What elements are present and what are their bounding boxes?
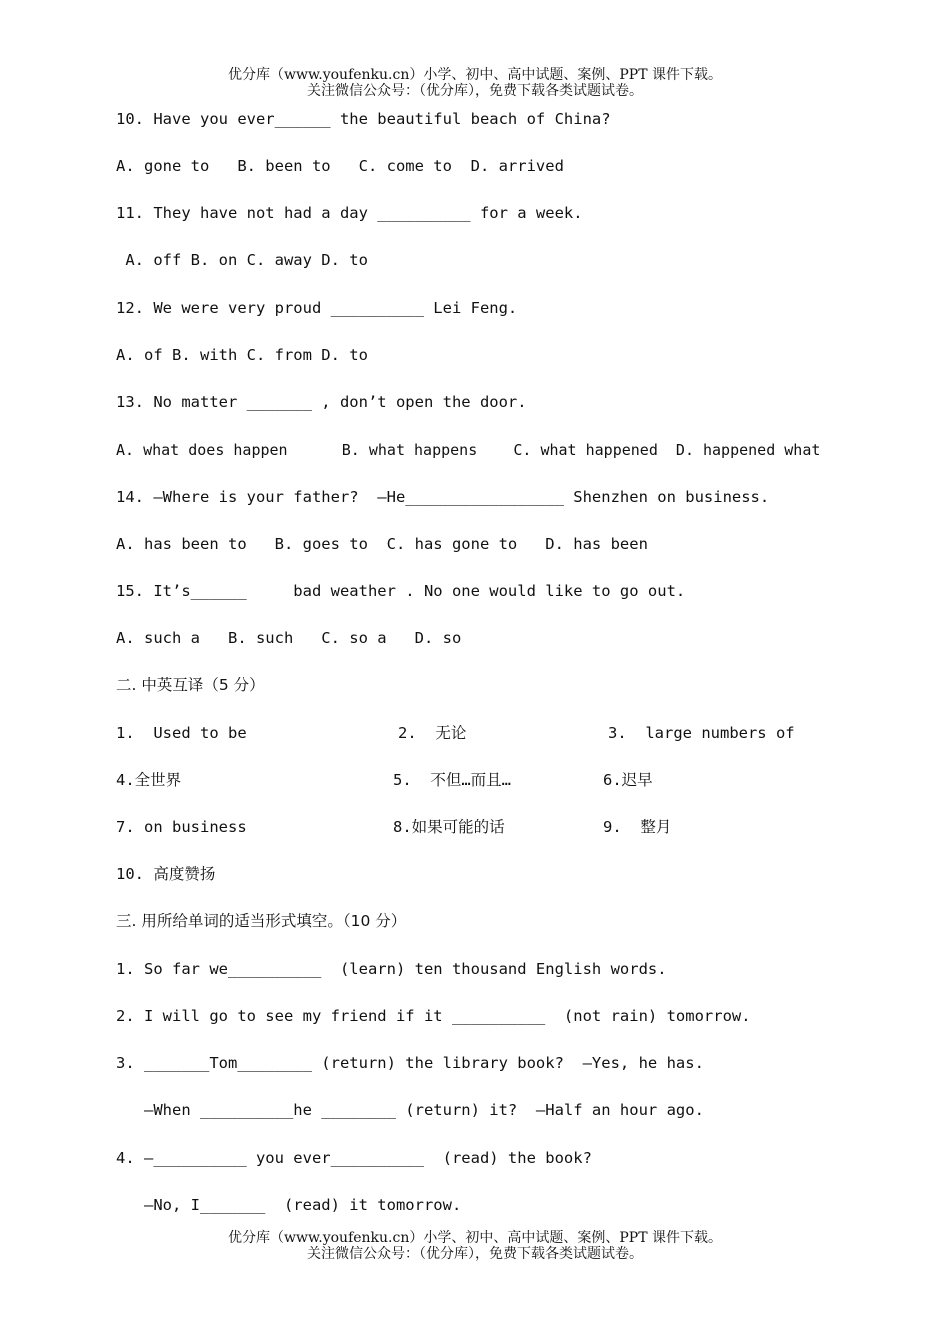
header-line-2: 关注微信公众号：（优分库），免费下载各类试题试卷。 xyxy=(307,83,643,99)
translate-item-9: 9. 整月 xyxy=(603,818,672,836)
fill-in-line-4b: —No, I_______ (read) it tomorrow. xyxy=(116,1196,462,1214)
fill-in-line-3: 3. _______Tom________ (return) the library book? —Yes, he has. xyxy=(116,1054,704,1072)
fill-in-line-2: 2. I will go to see my friend if it __________ (not rain) tomorrow. xyxy=(116,1007,751,1025)
question-10: 10. Have you ever______ the beautiful beach of China? xyxy=(116,110,611,128)
question-12-options: A. of B. with C. from D. to xyxy=(116,346,368,364)
question-14: 14. —Where is your father? —He_________________ Shenzhen on business. xyxy=(116,488,770,506)
question-10-options: A. gone to B. been to C. come to D. arrived xyxy=(116,157,564,175)
translate-item-7: 7. on business xyxy=(116,818,247,836)
translate-item-6: 6.迟早 xyxy=(603,771,653,789)
question-13: 13. No matter _______ , don’t open the door. xyxy=(116,393,527,411)
footer-line-1: 优分库（www.youfenku.cn）小学、初中、高中试题、案例、PPT 课件下载。 xyxy=(227,1230,722,1246)
footer-line-2: 关注微信公众号：（优分库），免费下载各类试题试卷。 xyxy=(307,1246,643,1262)
fill-in-line-4: 4. —__________ you ever__________ (read) the book? xyxy=(116,1149,592,1167)
page-header xyxy=(0,67,950,99)
question-15: 15. It’s______ bad weather . No one would like to go out. xyxy=(116,582,686,600)
question-12: 12. We were very proud __________ Lei Feng. xyxy=(116,299,518,317)
translate-item-8: 8.如果可能的话 xyxy=(393,818,505,836)
page-footer xyxy=(0,1230,950,1262)
translate-item-3: 3. large numbers of xyxy=(608,724,795,742)
section-2-title: 二. 中英互译（5 分） xyxy=(116,676,265,694)
question-11-options: A. off B. on C. away D. to xyxy=(116,251,368,269)
translate-item-1: 1. Used to be xyxy=(116,724,247,742)
question-13-options: A. what does happen B. what happens C. what happened D. happened what xyxy=(116,441,821,459)
translate-item-10: 10. 高度赞扬 xyxy=(116,865,216,883)
question-11: 11. They have not had a day __________ for a week. xyxy=(116,204,583,222)
fill-in-line-1: 1. So far we__________ (learn) ten thousand English words. xyxy=(116,960,667,978)
question-15-options: A. such a B. such C. so a D. so xyxy=(116,629,462,647)
section-3-title: 三. 用所给单词的适当形式填空。（10 分） xyxy=(116,912,407,930)
question-14-options: A. has been to B. goes to C. has gone to D. has been xyxy=(116,535,648,553)
fill-in-line-3b: —When __________he ________ (return) it? —Half an hour ago. xyxy=(116,1101,704,1119)
translate-item-2: 2. 无论 xyxy=(398,724,467,742)
translate-item-5: 5. 不但…而且… xyxy=(393,771,511,789)
translate-item-4: 4.全世界 xyxy=(116,771,182,789)
header-line-1: 优分库（www.youfenku.cn）小学、初中、高中试题、案例、PPT 课件下载。 xyxy=(227,67,722,83)
